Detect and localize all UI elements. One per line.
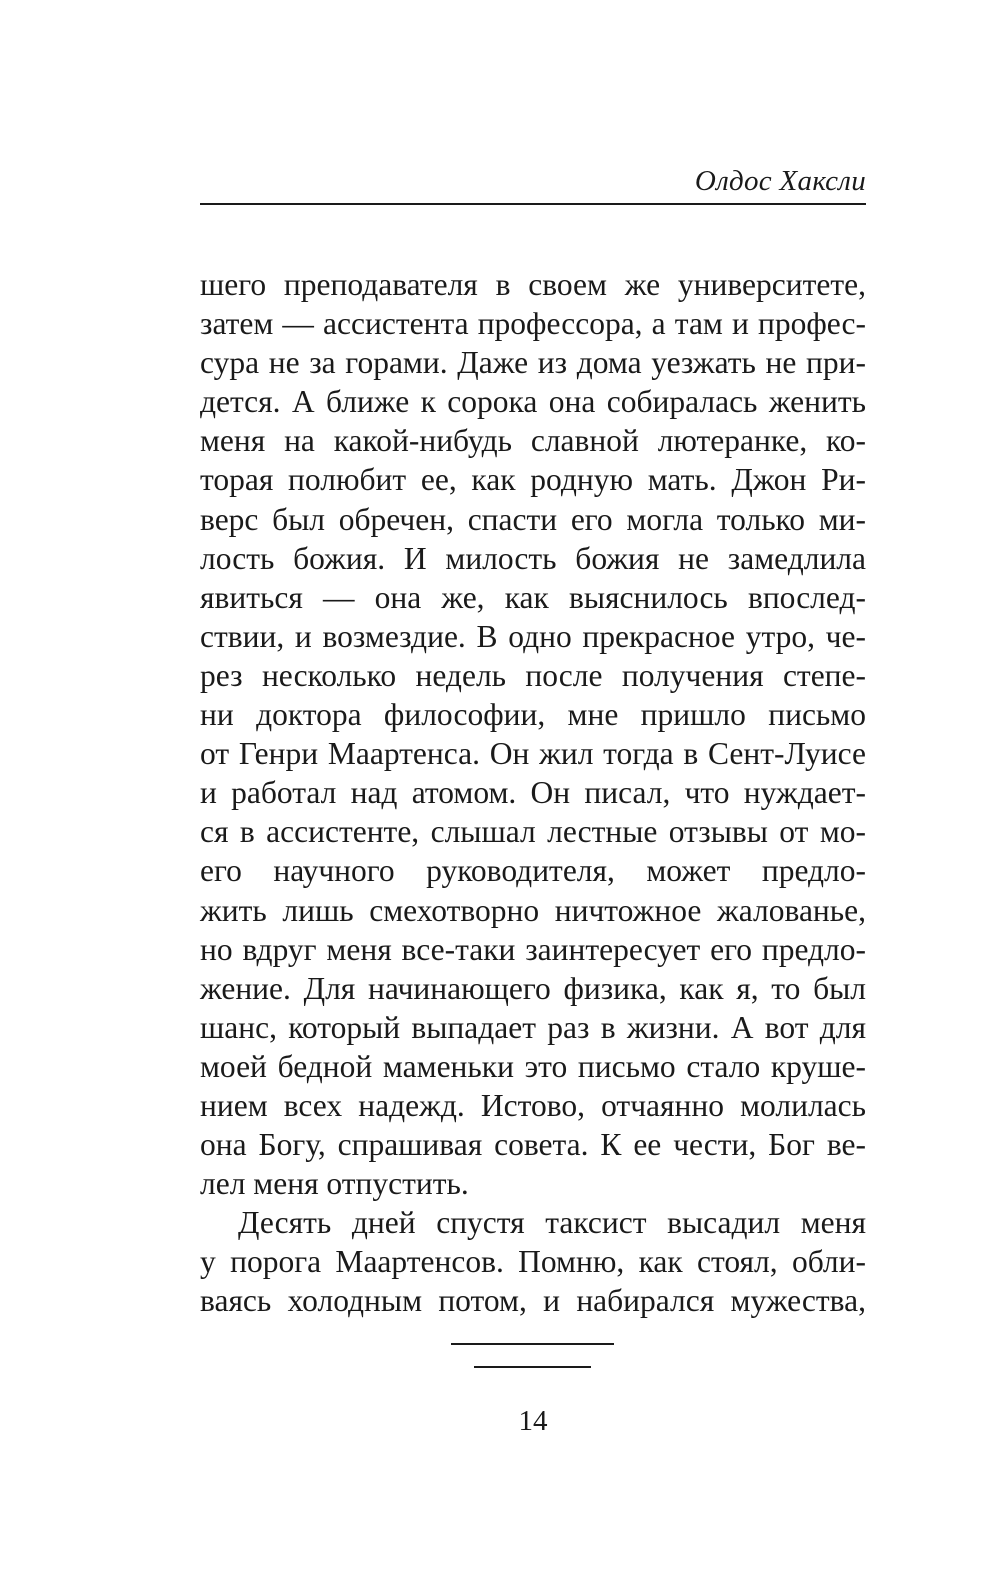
text-line: от Генри Маартенса. Он жил тогда в Сент-Луисе [200, 736, 866, 772]
text-line: ствии, и возмездие. В одно прекрасное утро, че- [200, 618, 866, 654]
text-line: шего преподавателя в своем же университете, [200, 267, 866, 302]
text-line: жить лишь смехотворно ничтожное жалованье, [200, 892, 866, 928]
text-line: но вдруг меня все-таки заинтересует его предло- [200, 931, 866, 967]
text-line: сура не за горами. Даже из дома уезжать не при- [200, 345, 866, 381]
text-line: ся в ассистенте, слышал лестные отзывы от мо- [200, 814, 866, 850]
text-line: меня на какой-нибудь славной лютеранке, ко- [200, 423, 866, 459]
text-line: моей бедной маменьки это письмо стало круше- [200, 1048, 866, 1084]
text-line: ни доктора философии, мне пришло письмо [200, 697, 866, 733]
header-rule [200, 203, 866, 205]
text-line: шанс, который выпадает раз в жизни. А вот для [200, 1009, 866, 1045]
text-line: его научного руководителя, может предло- [200, 853, 866, 889]
text-line: и работал над атомом. Он писал, что нуждает- [200, 775, 866, 811]
text-line: лость божия. И милость божия не замедлила [200, 540, 866, 576]
text-line: верс был обречен, спасти его могла только ми- [200, 501, 866, 537]
text-line: явиться — она же, как выяснилось впослед- [200, 579, 866, 615]
page-number: 14 [518, 1405, 548, 1437]
text-line: торая полюбит ее, как родную мать. Джон Ри- [200, 462, 866, 498]
text-line-paragraph-start: Десять дней спустя таксист высадил меня [238, 1205, 866, 1241]
text-line: дется. А ближе к сорока она собиралась женить [200, 384, 866, 420]
text-line: у порога Маартенсов. Помню, как стоял, обли- [200, 1244, 866, 1280]
text-line: жение. Для начинающего физика, как я, то был [200, 970, 866, 1006]
body-text [200, 265, 866, 1321]
footer-rule-lower [474, 1366, 591, 1368]
text-line: затем — ассистента профессора, а там и профес- [200, 306, 866, 342]
text-line: ваясь холодным потом, и набирался мужества, [200, 1283, 866, 1319]
running-head: Олдос Хаксли [694, 165, 866, 197]
text-line: она Богу, спрашивая совета. К ее чести, Бог ве- [200, 1127, 866, 1163]
footer-rule-upper [451, 1343, 614, 1345]
text-line: нием всех надежд. Истово, отчаянно молилась [200, 1087, 866, 1123]
text-line-paragraph-end: лел меня отпустить. [200, 1166, 469, 1202]
text-line: рез несколько недель после получения степе- [200, 657, 866, 693]
